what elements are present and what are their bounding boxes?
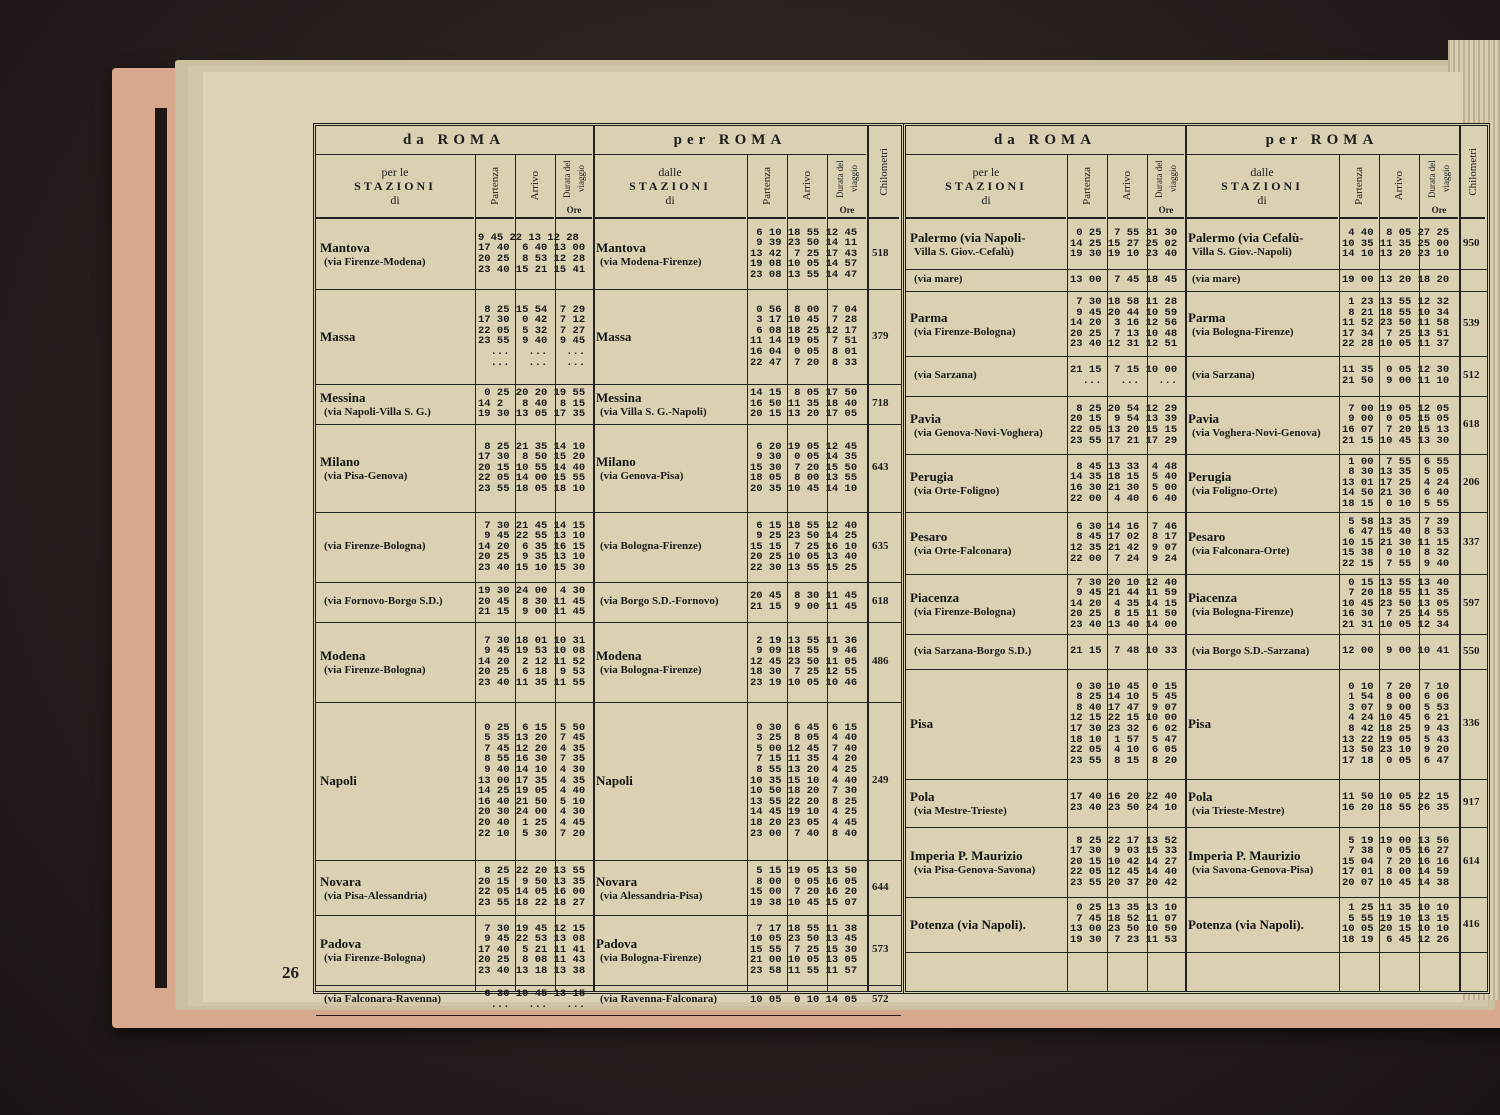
- table-row: [906, 574, 1487, 635]
- station-name: Pavia: [910, 411, 942, 426]
- return-times: 5 15 19 05 13 50 8 00 0 05 16 05 15 00 7 20 16 20 19 38 10 45 15 07: [750, 865, 858, 910]
- col-chilometri-r: [1460, 126, 1485, 219]
- return-station-route: (via Borgo S.D.-Fornovo): [600, 595, 719, 607]
- station-name: Perugia: [910, 469, 954, 484]
- col-arrivo-da: [516, 155, 554, 219]
- distance-km: 512: [1463, 369, 1480, 381]
- return-station-name: Pola: [1188, 789, 1213, 804]
- departure-times: 7 30 21 45 14 15 9 45 22 55 13 10 14 20 6 35 16 15 20 25 9 35 13 10 23 40 15 10 15 30: [478, 519, 586, 574]
- ore-label: Ore: [566, 205, 582, 215]
- ore-label-r: Ore: [1158, 205, 1174, 215]
- distance-km: 644: [872, 880, 889, 893]
- station-name: Mantova: [320, 240, 370, 255]
- arrivo-label-2: Arrivo: [801, 171, 813, 201]
- station-name: Padova: [320, 936, 362, 951]
- col-arrivo-da-r: [1108, 155, 1146, 219]
- table-row: [906, 269, 1487, 292]
- table-row: [316, 512, 901, 583]
- distance-km: 573: [872, 943, 889, 955]
- station-name: Potenza (via Napoli).: [910, 916, 1026, 932]
- return-times: 0 15 13 55 13 40 7 20 18 55 11 35 10 45 23 50 13 05 16 30 7 25 14 55 21 31 10 05 12 34: [1342, 576, 1450, 631]
- return-times: 1 25 11 35 10 10 5 55 19 10 13 15 10 05 20 15 10 10 18 19 6 45 12 26: [1342, 902, 1450, 947]
- departure-times: 19 30 24 00 4 30 20 45 8 30 11 45 21 15 9 00 11 45: [478, 585, 586, 619]
- station-name: Imperia P. Maurizio: [910, 848, 1023, 863]
- left-timetable: [313, 123, 904, 1011]
- return-station-route: Villa S. Giov.-Napoli): [1192, 246, 1292, 258]
- return-station-name: Pavia: [1188, 411, 1220, 426]
- distance-km: 635: [872, 540, 889, 552]
- return-times: 10 05 0 10 14 05: [750, 993, 858, 1006]
- station-name: Novara: [320, 873, 362, 889]
- partenza-label-2: Partenza: [761, 167, 773, 205]
- station-name: Piacenza: [910, 590, 960, 605]
- distance-km: 206: [1463, 476, 1480, 488]
- table-row: [906, 512, 1487, 575]
- ore-label-r2: Ore: [1431, 205, 1447, 215]
- di-label-r: di: [981, 193, 991, 207]
- return-station-name: Padova: [596, 936, 638, 951]
- distance-km: 618: [872, 595, 889, 607]
- departure-times: 7 30 19 45 12 15 9 45 22 53 13 08 17 40 5 21 11 41 20 25 8 08 11 43 23 40 13 18 13 38: [478, 922, 586, 977]
- station-route: (via Fornovo-Borgo S.D.): [324, 595, 443, 607]
- distance-km: 597: [1463, 597, 1480, 609]
- return-station-route: (via Bologna-Firenze): [600, 952, 702, 964]
- header-da-roma: da ROMA: [316, 126, 592, 155]
- distance-km: 416: [1463, 917, 1480, 930]
- partenza-label: Partenza: [489, 167, 501, 205]
- departure-times: 8 45 13 33 4 48 14 35 18 15 5 40 16 30 21 30 5 00 22 00 4 40 6 40: [1070, 460, 1178, 505]
- per-le-label-r: per le: [972, 165, 1000, 179]
- table-row: [316, 985, 901, 1016]
- col-partenza-da: [476, 155, 514, 219]
- col-stazioni-per-r: [1186, 155, 1338, 219]
- return-times: 6 20 19 05 12 45 9 30 0 05 14 35 15 30 7 20 15 50 18 05 8 00 13 55 20 35 10 45 14 10: [750, 440, 858, 495]
- return-station-name: Piacenza: [1188, 590, 1238, 605]
- table-row: [316, 702, 901, 861]
- col-stazioni-per: [594, 155, 746, 219]
- col-durata-per-r: [1420, 155, 1458, 219]
- table-row: [316, 289, 901, 385]
- station-route: (via Firenze-Bologna): [914, 606, 1016, 618]
- departure-times: 7 30 18 01 10 31 9 45 19 53 10 08 14 20 2 12 11 52 20 25 6 18 9 53 23 40 11 35 11 55: [478, 634, 586, 689]
- table-row: [906, 669, 1487, 780]
- durata-label-r2: Durata del viaggio: [1427, 160, 1451, 198]
- station-route: Villa S. Giov.-Cefalù): [914, 246, 1014, 258]
- station-route: (via Sarzana-Borgo S.D.): [914, 644, 1032, 657]
- return-station-route: (via mare): [1192, 273, 1241, 285]
- departure-times: 0 30 10 45 0 15 8 25 14 10 5 45 8 40 17 47 9 07 12 15 22 15 10 00 17 30 23 32 6 02 18 10 1 57 5 47 22 05 4 10 6 05 23 55 8 15 8 20: [1070, 680, 1178, 767]
- return-station-name: Milano: [596, 454, 636, 469]
- station-route: (via Firenze-Modena): [324, 256, 426, 268]
- page-number: 26: [282, 963, 299, 982]
- departure-times: 6 30 14 16 7 46 8 45 17 02 8 17 12 35 21 42 9 07 22 00 7 24 9 24: [1070, 520, 1178, 565]
- return-station-name: Palermo (via Cefalù-: [1188, 230, 1304, 245]
- stazioni-label-2: STAZIONI: [629, 179, 711, 193]
- return-station-name: Modena: [596, 648, 642, 663]
- departure-times: 0 25 6 15 5 50 5 35 13 20 7 45 7 45 12 20 4 35 8 55 16 30 7 35 9 40 14 10 4 30 13 00 17 35 4 35 14 25 19 05 4 40 16 40 21 50 5 10 20 30 24 00 4 30 20 40 1 25 4 45 22 10 5 30 7 20: [478, 721, 586, 840]
- ore-label-2: Ore: [839, 205, 855, 215]
- table-row: [906, 291, 1487, 357]
- station-name: Massa: [320, 328, 356, 344]
- col-chilometri: [868, 126, 899, 219]
- departure-times: 8 25 20 54 12 29 20 15 9 54 13 39 22 05 13 20 15 15 23 55 17 21 17 29: [1070, 402, 1178, 447]
- station-name: Parma: [910, 309, 948, 325]
- return-station-name: Mantova: [596, 240, 646, 255]
- left-table: [316, 126, 901, 1011]
- station-name: Milano: [320, 454, 360, 469]
- chilometri-label: Chilometri: [877, 147, 890, 196]
- departure-times: 21 15 7 48 10 33: [1070, 645, 1178, 658]
- stazioni-label-r2: STAZIONI: [1221, 179, 1303, 193]
- return-station-route: (via Bologna-Firenze): [1192, 606, 1294, 618]
- station-route: (via Falconara-Ravenna): [324, 993, 442, 1005]
- durata-label-r: Durata del viaggio: [1154, 160, 1178, 198]
- station-route: (via Firenze-Bologna): [324, 952, 426, 964]
- return-station-name: Messina: [596, 390, 642, 405]
- station-route: (via mare): [914, 273, 963, 285]
- col-partenza-per-r: [1340, 155, 1378, 219]
- return-times: 0 10 7 20 7 10 1 54 8 00 6 06 3 07 9 00 5 53 4 24 10 45 6 21 8 42 18 25 9 43 13 22 19 05 5 43 13 50 23 10 9 20 17 18 0 05 6 47: [1342, 680, 1450, 767]
- return-station-route: (via Genova-Pisa): [600, 470, 684, 482]
- distance-km: 614: [1463, 855, 1480, 867]
- col-durata-per: [828, 155, 866, 219]
- station-name: Messina: [320, 390, 366, 405]
- arrivo-label: Arrivo: [529, 171, 541, 201]
- return-station-route: (via Savona-Genova-Pisa): [1192, 864, 1314, 876]
- arrivo-label-r: Arrivo: [1121, 171, 1133, 201]
- table-row: [316, 860, 901, 916]
- departure-times: 6 30 19 45 13 15 ... ... ...: [484, 988, 586, 1011]
- stazioni-label: STAZIONI: [354, 179, 436, 193]
- departure-times: 21 15 7 15 10 00 ... ... ...: [1070, 364, 1178, 387]
- durata-label-2: Durata del viaggio: [835, 160, 859, 198]
- table-row: [906, 219, 1487, 270]
- distance-km: 950: [1463, 237, 1480, 249]
- chilometri-label-r: Chilometri: [1466, 147, 1479, 196]
- station-route: (via Orte-Falconara): [914, 545, 1012, 557]
- departure-times: 8 25 15 54 7 29 17 30 0 42 7 12 22 05 5 32 7 27 23 55 9 40 9 45 ... ... ... ... ... ...: [478, 303, 586, 369]
- table-row: [906, 634, 1487, 670]
- arrivo-label-r2: Arrivo: [1393, 171, 1405, 201]
- return-times: 2 19 13 55 11 36 9 09 18 55 9 46 12 45 23 50 11 05 18 30 7 25 12 55 23 19 10 05 10 46: [750, 634, 858, 689]
- departure-times: 0 25 13 35 13 10 7 45 18 52 11 07 13 00 23 50 10 50 19 30 7 23 11 53: [1070, 902, 1178, 947]
- return-station-name: Perugia: [1188, 469, 1232, 484]
- return-station-name: Novara: [596, 873, 638, 889]
- station-name: Napoli: [320, 773, 357, 788]
- return-station-route: (via Trieste-Mestre): [1192, 805, 1285, 817]
- return-station-route: (via Falconara-Orte): [1192, 545, 1290, 557]
- return-station-route: (via Bologna-Firenze): [600, 540, 702, 552]
- return-times: 6 10 18 55 12 45 9 39 23 50 14 11 13 42 7 25 17 43 19 08 10 05 14 57 23 08 13 55 14 47: [750, 226, 858, 281]
- return-times: 6 15 18 55 12 40 9 25 23 50 14 25 15 15 7 25 16 10 20 25 10 05 13 40 22 30 13 55 15 25: [750, 519, 858, 574]
- col-durata-da: [556, 155, 592, 219]
- distance-km: 486: [872, 655, 889, 667]
- return-station-name: Parma: [1188, 309, 1226, 325]
- return-times: 20 45 8 30 11 45 21 15 9 00 11 45: [750, 590, 858, 613]
- station-name: Modena: [320, 648, 366, 663]
- col-stazioni-da: [316, 155, 474, 219]
- departure-times: 8 25 22 17 13 52 17 30 9 03 15 33 20 15 10 42 14 27 22 05 12 45 14 40 23 55 20 37 20 42: [1070, 834, 1178, 889]
- departure-times: 0 25 7 55 31 30 14 25 15 27 25 02 19 30 19 10 23 40: [1070, 227, 1178, 261]
- departure-times: 13 00 7 45 18 45: [1070, 273, 1178, 286]
- distance-km: 518: [872, 247, 889, 259]
- distance-km: 643: [872, 461, 889, 473]
- table-row: [906, 779, 1487, 828]
- station-route: (via Pisa-Genova-Savona): [914, 864, 1036, 876]
- return-times: 19 00 13 20 18 20: [1342, 273, 1450, 286]
- dalle-label: dalle: [658, 165, 682, 179]
- return-times: 4 40 8 05 27 25 10 35 11 35 25 00 14 10 13 20 23 10: [1342, 227, 1450, 261]
- station-route: (via Firenze-Bologna): [324, 540, 426, 552]
- return-station-route: (via Sarzana): [1192, 369, 1255, 381]
- partenza-label-r2: Partenza: [1353, 167, 1365, 205]
- table-row: [906, 827, 1487, 898]
- header-da-roma-r: da ROMA: [906, 126, 1184, 155]
- return-times: 1 00 7 55 6 55 8 30 13 35 5 05 13 01 17 25 4 24 14 50 21 30 6 40 18 15 0 10 5 55: [1342, 455, 1450, 510]
- station-route: (via Pisa-Genova): [324, 470, 408, 482]
- cover-spine-edge: [155, 108, 167, 988]
- station-name: Pesaro: [910, 529, 948, 544]
- station-name: Palermo (via Napoli-: [910, 230, 1026, 245]
- partenza-label-r: Partenza: [1081, 167, 1093, 205]
- station-route: (via Firenze-Bologna): [324, 664, 426, 676]
- departure-times: 17 40 16 20 22 40 23 40 23 50 24 10: [1070, 791, 1178, 814]
- station-route: (via Genova-Novi-Voghera): [914, 427, 1043, 439]
- table-row: [316, 582, 901, 623]
- distance-km: 550: [1463, 644, 1480, 657]
- distance-km: 572: [872, 993, 889, 1005]
- departure-times: 0 25 20 20 19 55 14 2 8 40 8 15 19 30 13 05 17 35: [478, 387, 586, 421]
- table-row: [906, 897, 1487, 953]
- col-partenza-da-r: [1068, 155, 1106, 219]
- distance-km: 379: [872, 329, 889, 342]
- return-times: 1 23 13 55 12 32 8 21 18 55 10 34 11 52 23 50 11 58 17 34 7 25 13 51 22 28 10 05 11 37: [1342, 296, 1450, 351]
- table-row: [906, 356, 1487, 397]
- return-station-name: Pesaro: [1188, 529, 1226, 544]
- departure-times: 9 45 22 13 12 28 17 40 6 40 13 00 20 25 8 53 12 28 23 40 15 21 15 41: [478, 231, 586, 276]
- distance-km: 917: [1463, 796, 1480, 808]
- return-station-route: (via Borgo S.D.-Sarzana): [1192, 644, 1310, 657]
- departure-times: 8 25 21 35 14 10 17 30 8 50 15 20 20 15 10 55 14 40 22 05 14 00 15 55 23 55 18 05 18 10: [478, 440, 586, 495]
- return-times: 5 58 13 35 7 39 6 47 15 40 8 53 10 15 21 30 11 15 15 38 0 10 8 32 22 15 7 55 9 40: [1342, 515, 1450, 570]
- distance-km: 618: [1463, 418, 1480, 430]
- table-row: [316, 622, 901, 703]
- return-station-route: (via Foligno-Orte): [1192, 485, 1278, 497]
- col-durata-da-r: [1148, 155, 1184, 219]
- header-per-roma: per ROMA: [594, 126, 866, 155]
- right-timetable: [903, 123, 1490, 994]
- col-partenza-per: [748, 155, 786, 219]
- return-times: 12 00 9 00 10 41: [1342, 645, 1450, 658]
- col-stazioni-da-r: [906, 155, 1066, 219]
- return-times: 7 00 19 05 12 05 9 00 0 05 15 05 16 07 7 20 15 13 21 15 10 45 13 30: [1342, 402, 1450, 447]
- station-route: (via Sarzana): [914, 369, 977, 381]
- departure-times: 7 30 20 10 12 40 9 45 21 44 11 59 14 20 4 35 14 15 20 25 8 15 11 50 23 40 13 40 14 00: [1070, 576, 1178, 631]
- return-station-route: (via Voghera-Novi-Genova): [1192, 427, 1321, 439]
- table-row: [316, 219, 901, 290]
- return-times: 11 35 0 05 12 30 21 50 9 00 11 10: [1342, 364, 1450, 387]
- return-times: 7 17 18 55 11 38 10 05 23 50 13 45 15 55 7 25 15 30 21 00 10 05 13 05 23 58 11 55 11 57: [750, 922, 858, 977]
- return-times: 0 30 6 45 6 15 3 25 8 05 4 40 5 00 12 45 7 40 7 15 11 35 4 20 8 55 13 20 4 25 10 35 15 10 4 40 10 50 18 20 7 30 13 55 22 20 8 25 14 45 19 10 4 25 18 20 23 05 4 45 23 00 7 40 8 40: [750, 721, 858, 840]
- di-label-r2: di: [1257, 193, 1267, 207]
- station-route: (via Pisa-Alessandria): [324, 889, 427, 902]
- col-arrivo-per: [788, 155, 826, 219]
- right-table: [906, 126, 1487, 991]
- return-times: 0 56 8 00 7 04 3 17 10 45 7 28 6 08 18 25 12 17 11 14 19 05 7 51 16 04 0 05 8 01 22 47 7 20 8 33: [750, 303, 858, 369]
- return-station-route: (via Bologna-Firenze): [1192, 325, 1294, 338]
- station-route: (via Napoli-Villa S. G.): [324, 406, 431, 418]
- durata-label: Durata del viaggio: [562, 160, 586, 198]
- return-station-route: (via Alessandria-Pisa): [600, 889, 703, 902]
- distance-km: 718: [872, 397, 889, 409]
- table-row: [316, 915, 901, 986]
- stazioni-label-r: STAZIONI: [945, 179, 1027, 193]
- return-station-route: (via Modena-Firenze): [600, 256, 702, 268]
- departure-times: 7 30 18 58 11 28 9 45 20 44 10 59 14 20 3 16 12 56 20 25 7 13 10 48 23 40 12 31 12 51: [1070, 296, 1178, 351]
- return-station-name: Pisa: [1188, 716, 1212, 731]
- table-row: [906, 396, 1487, 455]
- per-le-label: per le: [381, 165, 409, 179]
- table-row: [316, 384, 901, 425]
- station-route: (via Orte-Foligno): [914, 485, 1000, 497]
- return-station-name: Potenza (via Napoli).: [1188, 916, 1304, 932]
- distance-km: 539: [1463, 316, 1480, 329]
- departure-times: 8 25 22 20 13 55 20 15 9 50 13 35 22 05 14 05 16 00 23 55 18 22 18 27: [478, 865, 586, 910]
- station-name: Pola: [910, 789, 935, 804]
- di-label: di: [390, 193, 400, 207]
- station-route: (via Mestre-Trieste): [914, 805, 1007, 817]
- distance-km: 249: [872, 774, 889, 786]
- return-times: 11 50 10 05 22 15 16 20 18 55 26 35: [1342, 791, 1450, 814]
- return-station-name: Napoli: [596, 773, 633, 788]
- table-row: [316, 424, 901, 513]
- return-times: 5 19 19 00 13 56 7 38 0 05 16 27 15 04 7 20 16 16 17 01 8 00 14 59 20 07 10 45 14 38: [1342, 834, 1450, 889]
- return-station-name: Massa: [596, 328, 632, 344]
- table-row: [906, 454, 1487, 513]
- station-name: Pisa: [910, 716, 934, 731]
- header-per-roma-r: per ROMA: [1186, 126, 1458, 155]
- di-label-2: di: [665, 193, 675, 207]
- col-arrivo-per-r: [1380, 155, 1418, 219]
- return-station-route: (via Ravenna-Falconara): [600, 993, 718, 1005]
- distance-km: 336: [1463, 717, 1480, 729]
- dalle-label-r: dalle: [1250, 165, 1274, 179]
- distance-km: 337: [1463, 536, 1480, 548]
- return-times: 14 15 8 05 17 50 16 50 11 35 18 40 20 15 13 20 17 05: [750, 387, 858, 421]
- station-route: (via Firenze-Bologna): [914, 325, 1016, 338]
- return-station-name: Imperia P. Maurizio: [1188, 848, 1301, 863]
- return-station-route: (via Villa S. G.-Napoli): [600, 406, 707, 418]
- return-station-route: (via Bologna-Firenze): [600, 664, 702, 676]
